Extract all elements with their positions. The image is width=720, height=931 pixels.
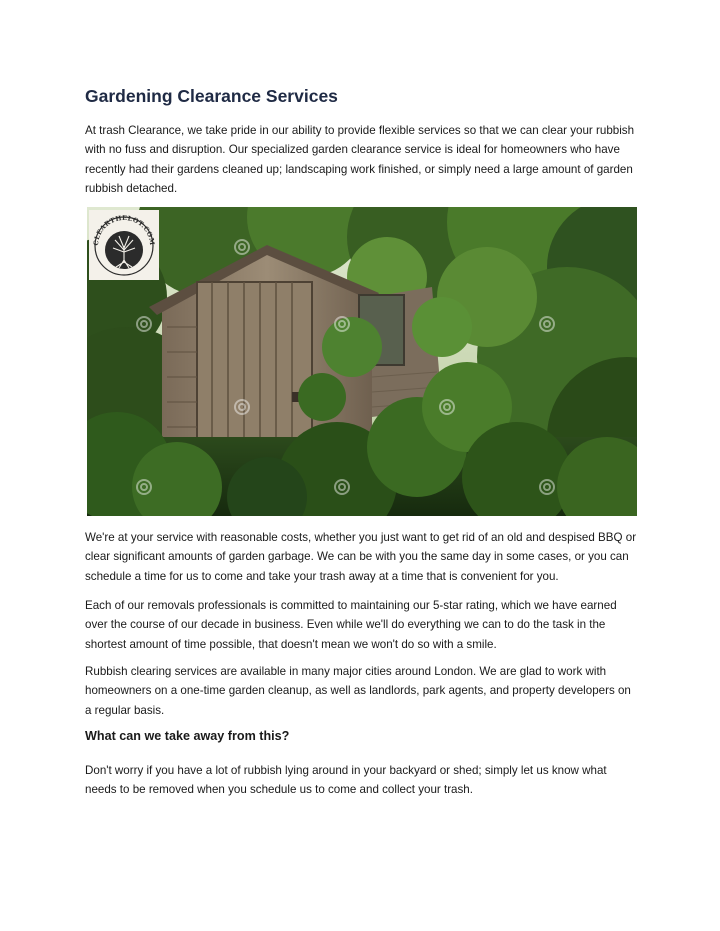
closing-paragraph: Don't worry if you have a lot of rubbish lying around in your backyard or shed; simply let us know what needs to be removed when you schedule us to come and collect your trash.	[85, 764, 607, 797]
rating-paragraph: Each of our removals professionals is committed to maintaining our 5-star rating, which we have earned over the course of our decade in business. Even while we'll do everything we can to do the task in the shortest amount of time possible, that doesn't mean we won't do so with a smile.	[85, 599, 617, 651]
locations-paragraph: Rubbish clearing services are available in many major cities around London. We are glad to work with homeowners on a one-time garden cleanup, as well as landlords, park agents, and property developers on a regular basis.	[85, 665, 631, 717]
tree-of-life-icon	[89, 210, 159, 280]
pricing-paragraph: We're at your service with reasonable costs, whether you just want to get rid of an old and despised BBQ or clear significant amounts of garden garbage. We can be with you the same day in some cases, or you can schedule a time for us to come and take your trash away at a time that is convenient for you.	[85, 531, 637, 583]
logo-text: CLEARTHELOT.COM	[91, 213, 157, 246]
section-heading: What can we take away from this?	[85, 729, 290, 743]
intro-paragraph: At trash Clearance, we take pride in our ability to provide flexible services so that we can clear your rubbish with no fuss and disruption. Our specialized garden clearance service is ideal for homeowners who have recently had their gardens cleaned up; landscaping work finished, or simply need a large amount of garden rubbish detached.	[85, 124, 635, 195]
garden-shed-illustration	[87, 207, 637, 516]
clearthelot-logo	[89, 210, 159, 280]
garden-shed-photo	[87, 207, 637, 516]
page-title: Gardening Clearance Services	[85, 86, 338, 106]
